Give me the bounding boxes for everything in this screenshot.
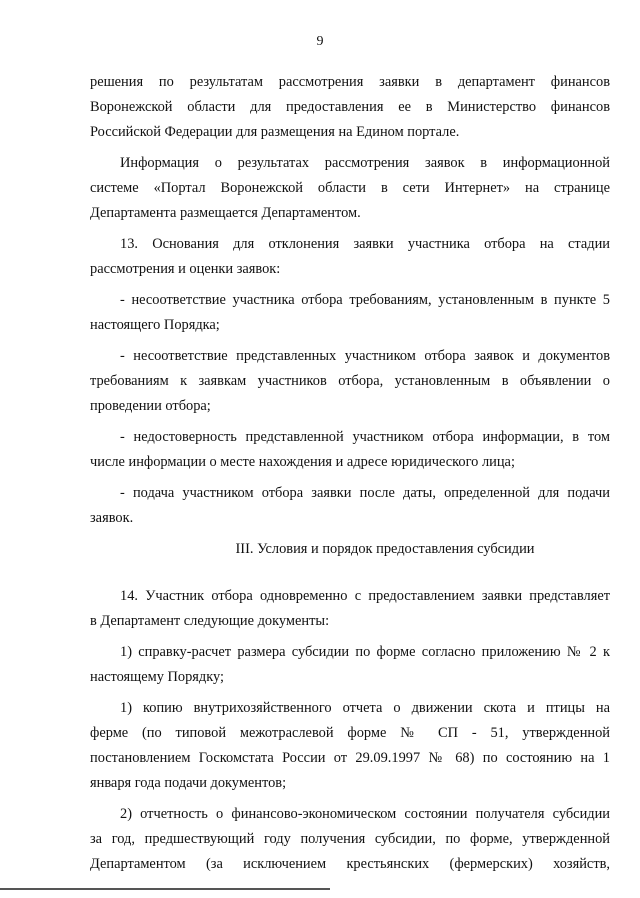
text-line: Воронежской области для предоставления ее в Министерство финансов: [90, 99, 610, 115]
text-line: решения по результатам рассмотрения заявки в департамент финансов: [90, 74, 610, 90]
text-line: системе «Портал Воронежской области в сети Интернет» на странице: [90, 180, 610, 196]
text-line: 14. Участник отбора одновременно с предоставлением заявки представляет: [120, 588, 610, 604]
list-item-financial-report: [90, 802, 610, 877]
page-number: 9: [316, 34, 324, 49]
text-line: требованиям к заявкам участников отбора, установленным в объявлении о: [90, 373, 610, 389]
text-line: заявок.: [90, 510, 134, 526]
text-line: настоящему Порядку;: [90, 669, 224, 685]
text-line: рассмотрения и оценки заявок:: [90, 261, 281, 277]
text-line: числе информации о месте нахождения и адресе юридического лица;: [90, 454, 515, 470]
text-line: постановлением Госкомстата России от 29.09.1997 № 68) по состоянию на 1: [90, 750, 610, 766]
text-line: 13. Основания для отклонения заявки участника отбора на стадии: [120, 236, 610, 252]
text-line: настоящего Порядка;: [90, 317, 220, 333]
list-item-late-submission: [90, 481, 610, 531]
paragraph-submission: [90, 70, 610, 145]
footer-divider: [0, 888, 330, 890]
text-line: - несоответствие представленных участником отбора заявок и документов: [120, 348, 610, 364]
text-line: - несоответствие участника отбора требованиям, установленным в пункте 5: [120, 292, 610, 308]
paragraph-information: [90, 151, 610, 226]
text-line: - недостоверность представленной участником отбора информации, в том: [120, 429, 610, 445]
document-body: [90, 70, 610, 883]
text-line: Российской Федерации для размещения на Едином портале.: [90, 124, 460, 140]
text-line: за год, предшествующий году получения субсидии, по форме, утвержденной: [90, 831, 610, 847]
list-item-calculation: [90, 640, 610, 690]
text-line: 1) справку-расчет размера субсидии по форме согласно приложению № 2 к: [120, 644, 610, 660]
text-line: в Департамент следующие документы:: [90, 613, 330, 629]
list-item-documents: [90, 344, 610, 419]
text-line: - подача участником отбора заявки после даты, определенной для подачи: [120, 485, 610, 501]
text-line: ферме (по типовой межотраслевой форме № СП - 51, утвержденной: [90, 725, 610, 741]
section-heading: III. Условия и порядок предоставления субсидии: [235, 541, 535, 557]
list-item-livestock-report: [90, 696, 610, 796]
text-line: Департамента размещается Департаментом.: [90, 205, 361, 221]
list-item-inaccuracy: [90, 425, 610, 475]
paragraph-13: [90, 232, 610, 282]
text-line: 2) отчетность о финансово-экономическом состоянии получателя субсидии: [120, 806, 610, 822]
text-line: Департаментом (за исключением крестьянских (фермерских) хозяйств,: [90, 856, 610, 872]
list-item-requirements: [90, 288, 610, 338]
paragraph-14: [90, 584, 610, 634]
text-line: января года подачи документов;: [90, 775, 287, 791]
text-line: 1) копию внутрихозяйственного отчета о движении скота и птицы на: [120, 700, 610, 716]
text-line: проведении отбора;: [90, 398, 211, 414]
text-line: Информация о результатах рассмотрения заявок в информационной: [120, 155, 610, 171]
